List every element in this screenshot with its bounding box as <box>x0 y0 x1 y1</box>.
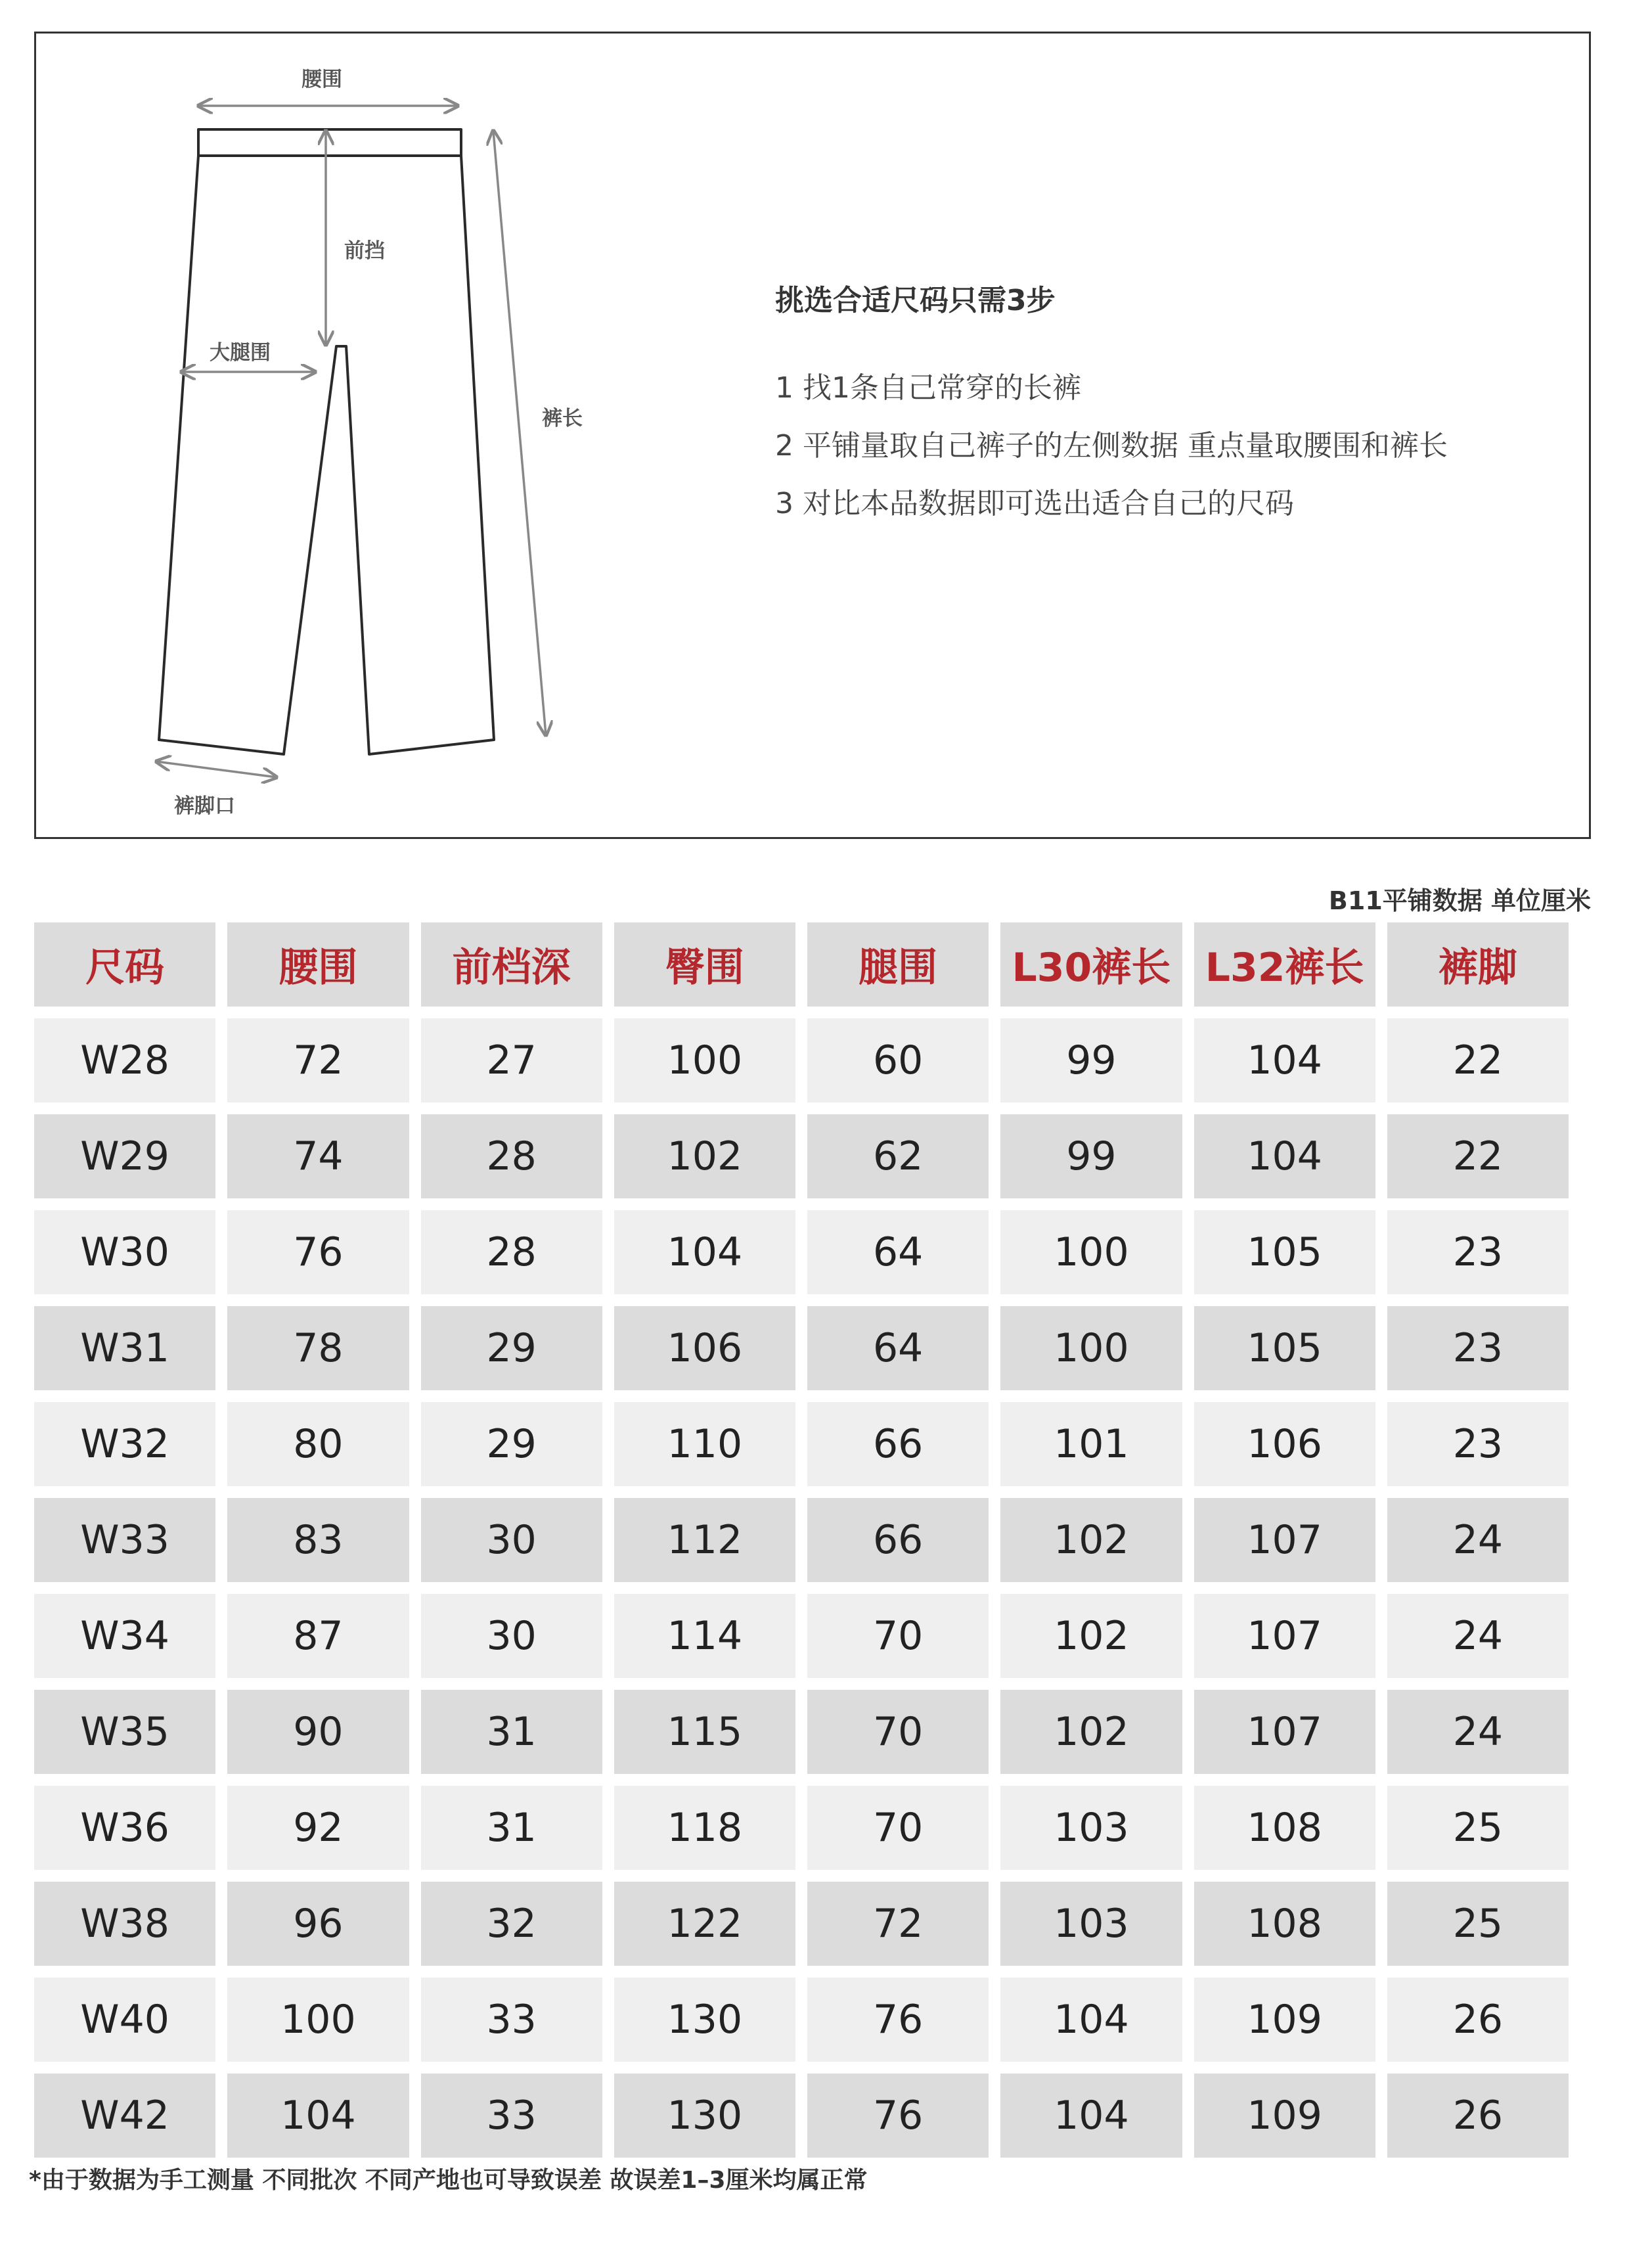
table-cell: 92 <box>227 1786 409 1870</box>
table-cell: 66 <box>807 1498 989 1582</box>
table-cell: 31 <box>421 1690 602 1774</box>
table-cell: 102 <box>1000 1594 1182 1678</box>
instruction-step: 1 找1条自己常穿的长裤 <box>775 371 1081 405</box>
table-cell: 24 <box>1387 1594 1569 1678</box>
table-cell: 72 <box>807 1882 989 1966</box>
table-cell: 99 <box>1000 1018 1182 1102</box>
table-cell: 109 <box>1194 1978 1375 2062</box>
instructions-title: 挑选合适尺码只需3步 <box>775 284 1056 317</box>
table-cell: 87 <box>227 1594 409 1678</box>
table-cell: 72 <box>227 1018 409 1102</box>
table-cell: 108 <box>1194 1786 1375 1870</box>
table-cell: 70 <box>807 1690 989 1774</box>
table-cell: 104 <box>1194 1114 1375 1198</box>
table-cell: 32 <box>421 1882 602 1966</box>
table-row <box>34 1786 1569 1870</box>
table-cell: 66 <box>807 1402 989 1486</box>
table-row <box>34 1594 1569 1678</box>
table-cell: 33 <box>421 1978 602 2062</box>
table-cell: 99 <box>1000 1114 1182 1198</box>
table-row <box>34 1210 1569 1294</box>
table-cell: 26 <box>1387 1978 1569 2062</box>
table-cell: 28 <box>421 1210 602 1294</box>
table-cell: 23 <box>1387 1402 1569 1486</box>
table-cell: 106 <box>1194 1402 1375 1486</box>
header-l30-length: L30裤长 <box>1000 922 1182 1007</box>
header-hip: 臀围 <box>614 922 795 1007</box>
table-cell: 112 <box>614 1498 795 1582</box>
size-table-body <box>34 1018 1569 2158</box>
instruction-step: 3 对比本品数据即可选出适合自己的尺码 <box>775 487 1294 520</box>
header-waist: 腰围 <box>227 922 409 1007</box>
table-cell: 104 <box>614 1210 795 1294</box>
table-cell: 96 <box>227 1882 409 1966</box>
table-cell: W33 <box>34 1498 215 1582</box>
table-cell: 108 <box>1194 1882 1375 1966</box>
table-cell: 76 <box>807 1978 989 2062</box>
table-cell: 62 <box>807 1114 989 1198</box>
table-cell: 104 <box>1000 2074 1182 2158</box>
table-row <box>34 1498 1569 1582</box>
table-cell: 100 <box>227 1978 409 2062</box>
header-l32-length: L32裤长 <box>1194 922 1375 1007</box>
table-cell: W38 <box>34 1882 215 1966</box>
table-cell: 28 <box>421 1114 602 1198</box>
table-cell: 60 <box>807 1018 989 1102</box>
front-rise-label: 前挡 <box>344 239 385 263</box>
header-thigh: 腿围 <box>807 922 989 1007</box>
table-cell: 107 <box>1194 1498 1375 1582</box>
table-cell: 25 <box>1387 1786 1569 1870</box>
table-cell: 29 <box>421 1306 602 1390</box>
table-cell: W29 <box>34 1114 215 1198</box>
length-label: 裤长 <box>542 407 583 430</box>
table-row <box>34 1018 1569 1102</box>
table-cell: 74 <box>227 1114 409 1198</box>
instructions <box>775 277 1448 533</box>
table-cell: 78 <box>227 1306 409 1390</box>
table-cell: 23 <box>1387 1306 1569 1390</box>
header-size: 尺码 <box>34 922 215 1007</box>
table-cell: 64 <box>807 1210 989 1294</box>
table-cell: W36 <box>34 1786 215 1870</box>
instruction-step: 2 平铺量取自己裤子的左侧数据 重点量取腰围和裤长 <box>775 429 1448 463</box>
table-cell: 76 <box>807 2074 989 2158</box>
table-cell: W28 <box>34 1018 215 1102</box>
table-cell: 104 <box>1194 1018 1375 1102</box>
table-cell: 109 <box>1194 2074 1375 2158</box>
table-cell: 107 <box>1194 1690 1375 1774</box>
table-cell: 70 <box>807 1786 989 1870</box>
table-cell: W30 <box>34 1210 215 1294</box>
table-cell: 24 <box>1387 1690 1569 1774</box>
table-cell: 107 <box>1194 1594 1375 1678</box>
measurement-diagram <box>34 32 1591 839</box>
table-row <box>34 1306 1569 1390</box>
table-cell: 23 <box>1387 1210 1569 1294</box>
table-cell: 30 <box>421 1498 602 1582</box>
table-cell: 24 <box>1387 1498 1569 1582</box>
table-cell: W35 <box>34 1690 215 1774</box>
table-cell: W34 <box>34 1594 215 1678</box>
table-cell: 76 <box>227 1210 409 1294</box>
table-cell: 70 <box>807 1594 989 1678</box>
table-cell: 80 <box>227 1402 409 1486</box>
table-cell: 25 <box>1387 1882 1569 1966</box>
table-cell: 102 <box>1000 1690 1182 1774</box>
table-cell: 26 <box>1387 2074 1569 2158</box>
table-cell: 100 <box>1000 1306 1182 1390</box>
table-cell: W40 <box>34 1978 215 2062</box>
table-cell: 100 <box>614 1018 795 1102</box>
table-row <box>34 2074 1569 2158</box>
table-row <box>34 1114 1569 1198</box>
table-cell: W42 <box>34 2074 215 2158</box>
table-cell: 102 <box>614 1114 795 1198</box>
table-cell: 83 <box>227 1498 409 1582</box>
table-cell: 22 <box>1387 1018 1569 1102</box>
table-cell: 33 <box>421 2074 602 2158</box>
unit-note: B11平铺数据 单位厘米 <box>1328 886 1591 915</box>
table-cell: 105 <box>1194 1210 1375 1294</box>
table-cell: 101 <box>1000 1402 1182 1486</box>
table-cell: 64 <box>807 1306 989 1390</box>
table-cell: 122 <box>614 1882 795 1966</box>
header-hem: 裤脚 <box>1387 922 1569 1007</box>
thigh-label: 大腿围 <box>210 341 271 365</box>
table-row <box>34 1402 1569 1486</box>
table-cell: 102 <box>1000 1498 1182 1582</box>
table-cell: 105 <box>1194 1306 1375 1390</box>
header-front-rise: 前档深 <box>421 922 602 1007</box>
table-cell: 115 <box>614 1690 795 1774</box>
table-row <box>34 1882 1569 1966</box>
table-cell: 104 <box>1000 1978 1182 2062</box>
table-row <box>34 1978 1569 2062</box>
footnote: *由于数据为手工测量 不同批次 不同产地也可导致误差 故误差1–3厘米均属正常 <box>29 2167 868 2194</box>
table-cell: W31 <box>34 1306 215 1390</box>
table-cell: 100 <box>1000 1210 1182 1294</box>
table-cell: 110 <box>614 1402 795 1486</box>
table-cell: 27 <box>421 1018 602 1102</box>
table-row <box>34 1690 1569 1774</box>
table-cell: 118 <box>614 1786 795 1870</box>
table-cell: 30 <box>421 1594 602 1678</box>
table-cell: 90 <box>227 1690 409 1774</box>
table-header-row <box>34 922 1569 1007</box>
table-cell: W32 <box>34 1402 215 1486</box>
table-cell: 103 <box>1000 1882 1182 1966</box>
table-cell: 22 <box>1387 1114 1569 1198</box>
table-cell: 31 <box>421 1786 602 1870</box>
table-cell: 114 <box>614 1594 795 1678</box>
waist-label: 腰围 <box>301 68 342 91</box>
table-cell: 104 <box>227 2074 409 2158</box>
table-cell: 130 <box>614 1978 795 2062</box>
size-table <box>22 911 1580 2169</box>
table-cell: 29 <box>421 1402 602 1486</box>
table-cell: 130 <box>614 2074 795 2158</box>
table-cell: 106 <box>614 1306 795 1390</box>
table-cell: 103 <box>1000 1786 1182 1870</box>
hem-label: 裤脚口 <box>174 794 235 818</box>
